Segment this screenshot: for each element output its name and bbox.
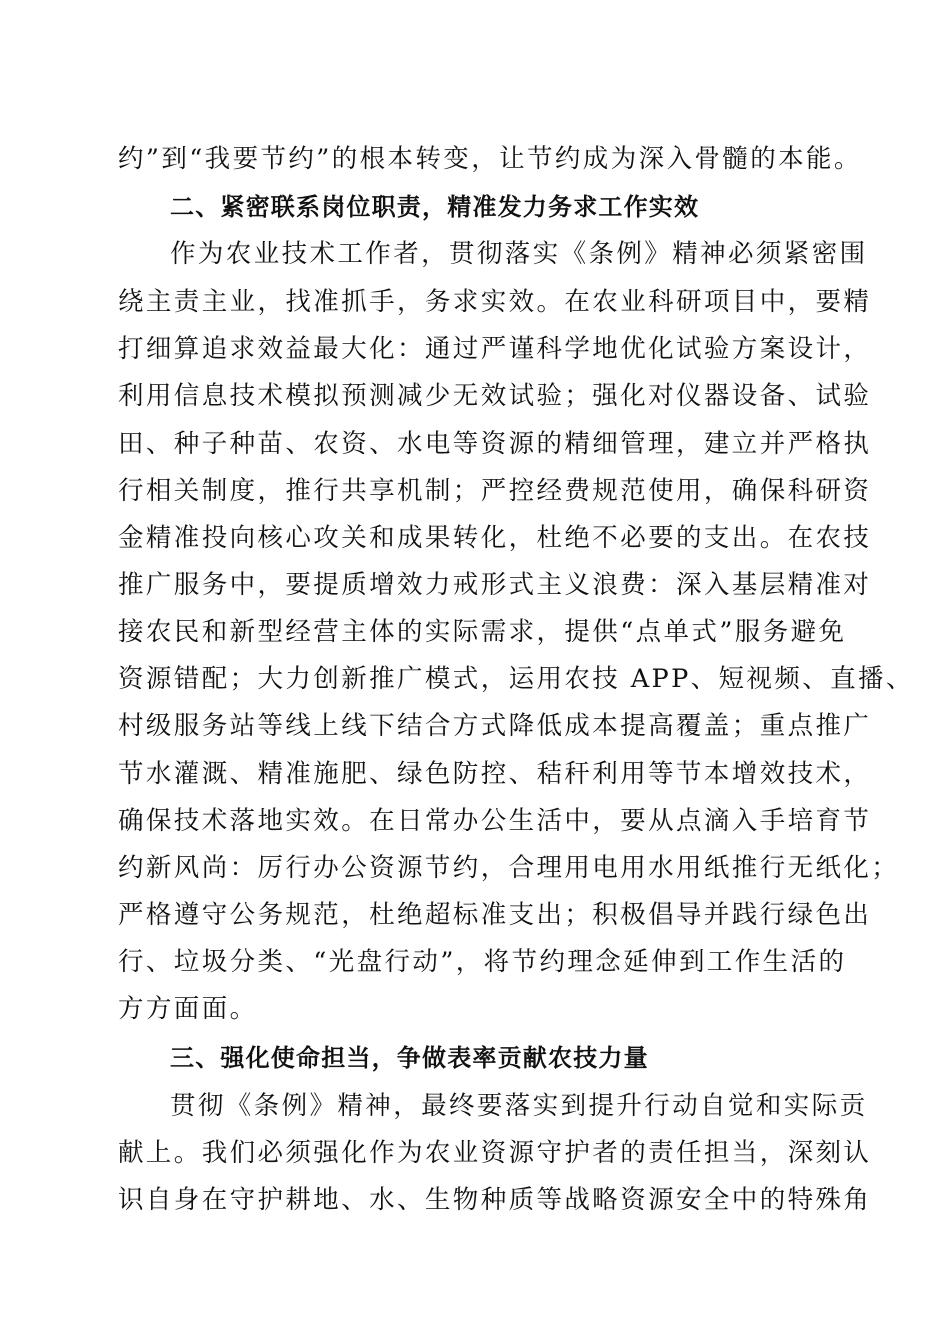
paragraph-line: 献上。我们必须强化作为农业资源守护者的责任担当，深刻认 <box>118 1138 872 1168</box>
section-heading-3: 三、强化使命担当，争做表率贡献农技力量 <box>170 1044 649 1072</box>
paragraph-line: 方方面面。 <box>118 994 258 1024</box>
paragraph-line: 约”到“我要节约”的根本转变，让节约成为深入骨髓的本能。 <box>118 144 862 174</box>
paragraph-line: 田、种子种苗、农资、水电等资源的精细管理，建立并严格执 <box>118 429 872 459</box>
paragraph-line: 绕主责主业，找准抓手，务求实效。在农业科研项目中，要精 <box>118 287 872 317</box>
paragraph-line: 金精准投向核心攻关和成果转化，杜绝不必要的支出。在农技 <box>118 523 872 553</box>
paragraph-line: 约新风尚：厉行办公资源节约，合理用电用水用纸推行无纸化； <box>118 853 900 883</box>
paragraph-line: 行相关制度，推行共享机制；严控经费规范使用，确保科研资 <box>118 476 872 506</box>
paragraph-line: 接农民和新型经营主体的实际需求，提供“点单式”服务避免 <box>118 617 847 647</box>
paragraph-line: 推广服务中，要提质增效力戒形式主义浪费：深入基层精准对 <box>118 570 872 600</box>
paragraph-line: 节水灌溉、精准施肥、绿色防控、秸秆利用等节本增效技术， <box>118 759 872 789</box>
paragraph-line: 贯彻《条例》精神，最终要落实到提升行动自觉和实际贡 <box>170 1091 868 1121</box>
paragraph-line: 村级服务站等线上线下结合方式降低成本提高覆盖；重点推广 <box>118 711 872 741</box>
paragraph-line: 打细算追求效益最大化：通过严谨科学地优化试验方案设计， <box>118 334 872 364</box>
paragraph-line: 作为农业技术工作者，贯彻落实《条例》精神必须紧密围 <box>170 239 868 269</box>
paragraph-line: 资源错配；大力创新推广模式，运用农技 APP、短视频、直播、 <box>118 664 914 694</box>
paragraph-line: 严格遵守公务规范，杜绝超标准支出；积极倡导并践行绿色出 <box>118 900 872 930</box>
paragraph-line: 识自身在守护耕地、水、生物种质等战略资源安全中的特殊角 <box>118 1185 872 1215</box>
paragraph-line: 确保技术落地实效。在日常办公生活中，要从点滴入手培育节 <box>118 806 872 836</box>
paragraph-line: 利用信息技术模拟预测减少无效试验；强化对仪器设备、试验 <box>118 381 872 411</box>
section-heading-2: 二、紧密联系岗位职责，精准发力务求工作实效 <box>170 193 700 221</box>
paragraph-line: 行、垃圾分类、“光盘行动”，将节约理念延伸到工作生活的 <box>118 947 847 977</box>
